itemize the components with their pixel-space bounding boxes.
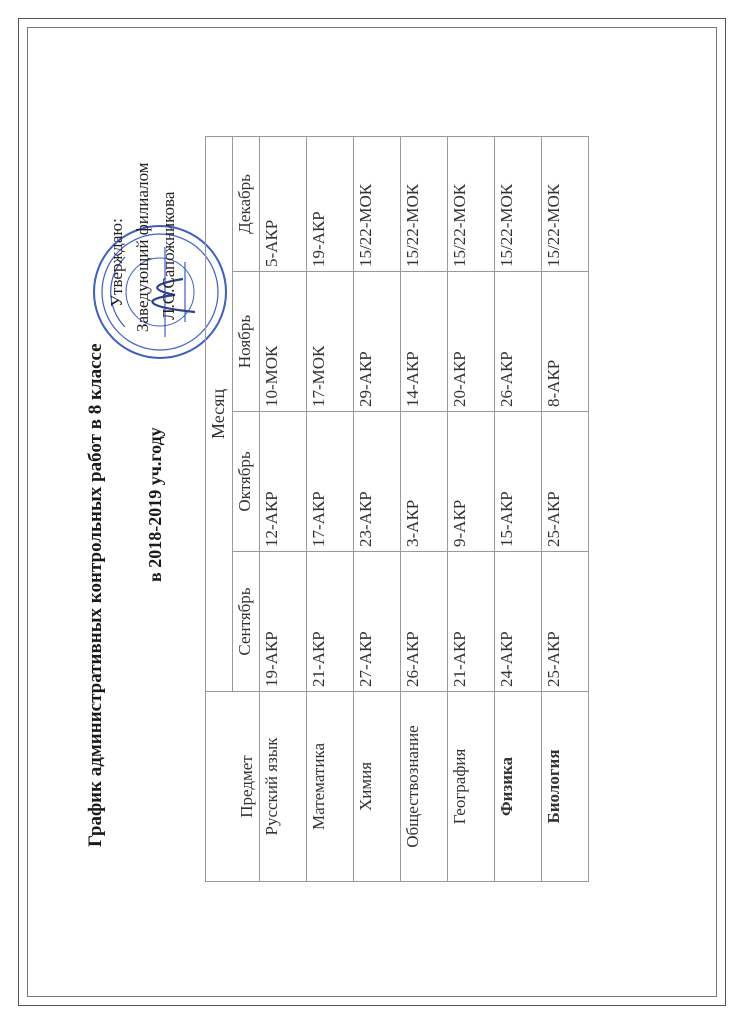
value-cell: 26-АКР	[495, 272, 542, 412]
value-cell: 15/22-МОК	[448, 136, 495, 271]
value-cell: 14-АКР	[401, 272, 448, 412]
value-cell: 21-АКР	[307, 552, 354, 692]
table-row	[542, 136, 589, 881]
schedule-table-container	[205, 137, 575, 882]
value-cell: 25-АКР	[542, 552, 589, 692]
value-cell: 17-АКР	[307, 412, 354, 552]
value-cell: 15-АКР	[495, 412, 542, 552]
approval-label: Утверждаю:	[107, 218, 126, 307]
value-cell: 27-АКР	[354, 552, 401, 692]
approval-name: Л.С.Сапожникова	[159, 191, 178, 320]
value-cell: 19-АКР	[307, 136, 354, 271]
document-title: График административных контрольных работ в 8 классе	[85, 343, 106, 847]
subject-cell: Обществознание	[401, 692, 448, 882]
header-subject: Предмет	[206, 692, 260, 882]
value-cell: 3-АКР	[401, 412, 448, 552]
value-cell: 8-АКР	[542, 272, 589, 412]
value-cell: 12-АКР	[260, 412, 307, 552]
value-cell: 26-АКР	[401, 552, 448, 692]
value-cell: 19-АКР	[260, 552, 307, 692]
header-month: Месяц	[206, 136, 233, 691]
subject-cell: Биология	[542, 692, 589, 882]
value-cell: 25-АКР	[542, 412, 589, 552]
subject-cell: География	[448, 692, 495, 882]
subject-cell: Математика	[307, 692, 354, 882]
value-cell: 5-АКР	[260, 136, 307, 271]
table-row	[260, 136, 307, 881]
value-cell: 21-АКР	[448, 552, 495, 692]
value-cell: 24-АКР	[495, 552, 542, 692]
document-subtitle: в 2018-2019 уч.году	[145, 427, 165, 582]
table-row	[307, 136, 354, 881]
value-cell: 9-АКР	[448, 412, 495, 552]
value-cell: 15/22-МОК	[354, 136, 401, 271]
landscape-content	[85, 112, 645, 912]
value-cell: 20-АКР	[448, 272, 495, 412]
value-cell: 10-МОК	[260, 272, 307, 412]
table-row	[448, 136, 495, 881]
subject-cell: Химия	[354, 692, 401, 882]
value-cell: 15/22-МОК	[495, 136, 542, 271]
table-row	[354, 136, 401, 881]
header-month-oct: Октябрь	[233, 412, 260, 552]
header-month-sep: Сентябрь	[233, 552, 260, 692]
value-cell: 17-МОК	[307, 272, 354, 412]
approval-position: Заведующий филиалом	[133, 162, 152, 332]
schedule-table	[205, 136, 589, 882]
subject-cell: Русский язык	[260, 692, 307, 882]
table-row	[401, 136, 448, 881]
header-month-nov: Ноябрь	[233, 272, 260, 412]
value-cell: 29-АКР	[354, 272, 401, 412]
value-cell: 23-АКР	[354, 412, 401, 552]
header-month-dec: Декабрь	[233, 136, 260, 271]
table-row	[495, 136, 542, 881]
value-cell: 15/22-МОК	[542, 136, 589, 271]
subject-cell: Физика	[495, 692, 542, 882]
value-cell: 15/22-МОК	[401, 136, 448, 271]
